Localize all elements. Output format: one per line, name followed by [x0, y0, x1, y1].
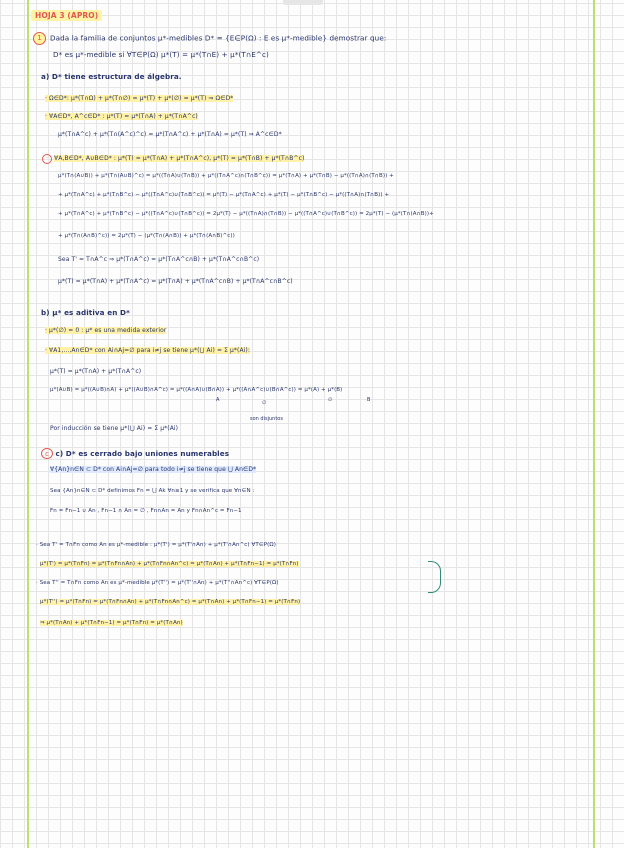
part-b-line-3: μ*(T) = μ*(T∩A) + μ*(T∩A^c): [50, 368, 142, 375]
underbrace-label-empty-2: ∅: [328, 397, 333, 403]
part-a-line-3: μ*(T∩A^c) + μ*(T∩(A^c)^c) = μ*(T∩A^c) + μ*(T∩A) = μ*(T) ⇒ A^c∈D*: [58, 131, 282, 138]
part-a-line-4: [42, 154, 304, 164]
part-c-heading-wrap: [41, 448, 229, 459]
exercise-statement-line-2: D* es μ*-medible si ∀T∈P(Ω) μ*(T) = μ*(T∩E) + μ*(T∩E^c): [53, 50, 269, 59]
underbrace-label-a: A: [216, 397, 220, 403]
part-a-line-4-text: ∀A,B∈D*, A∪B∈D* : μ*(T) = μ*(T∩A) + μ*(T∩A^c), μ*(T) = μ*(T∩B) + μ*(T∩B^c): [54, 155, 305, 162]
part-b-line-4: μ*(A∪B) = μ*((A∪B)∩A) + μ*((A∪B)∩A^c) = μ*((A∩A)∪(B∩A)) + μ*((A∩A^c)∪(B∩A^c)) = μ*(A) + μ*(B): [50, 387, 343, 393]
statement-text-1: Dada la familia de conjuntos μ*-medibles D* = {E∈P(Ω) : E es μ*-medible} demostrar que:: [50, 33, 387, 43]
part-b-heading: b) μ* es aditiva en D*: [41, 308, 130, 317]
page-top-tab: [283, 0, 323, 5]
part-a-line-8: + μ*(T∩(A∩B)^c)) = 2μ*(T) − (μ*(T∩(A∩B)) + μ*(T∩(A∩B)^c)): [58, 233, 235, 239]
circled-letter-c: c: [41, 448, 53, 459]
part-a-line-1: [45, 95, 233, 103]
right-margin-line: [593, 0, 595, 848]
underbrace-label-empty-1: ∅: [262, 400, 267, 406]
part-a-line-9: Sea T' = T∩A^c ⇒ μ*(T∩A^c) = μ*(T∩A^c∩B) + μ*(T∩A^c∩B^c): [58, 256, 260, 263]
part-c-line-5-text: μ*(T') = μ*(T∩Fn) = μ*(T∩Fn∩An) + μ*(T∩Fn∩An^c) = μ*(T∩An) + μ*(T∩Fn−1) = μ*(T∩Fn): [40, 561, 299, 567]
part-a-line-7: + μ*(T∩A^c) + μ*(T∩B^c) − μ*((T∩A^c)∪(T∩B^c)) = 2μ*(T) − μ*((T∩A)∩(T∩B)) − μ*((T∩A^c)∪(T∩B^c)) = 2μ*(T) − (μ*(T∩(A∩B))+: [58, 211, 434, 217]
part-a-line-2-text: · ∀A∈D*, A^c∈D* : μ*(T) = μ*(T∩A) + μ*(T∩A^c): [45, 113, 198, 120]
part-c-line-4: · Sea T' = T∩Fn como An es μ*-medible : μ*(T') = μ*(T'∩An) + μ*(T'∩An^c) ∀T∈P(Ω): [36, 542, 276, 548]
part-c-line-7-text: μ*(T'') = μ*(T∩Fn) = μ*(T∩Fn∩An) + μ*(T∩Fn∩An^c) = μ*(T∩An) + μ*(T∩Fn−1) = μ*(T∩Fn): [40, 599, 301, 605]
part-c-heading: c) D* es cerrado bajo uniones numerables: [55, 449, 230, 458]
part-c-line-6: · Sea T'' = T∩Fn como An es μ*-medible μ*(T'') = μ*(T''∩An) + μ*(T''∩An^c) ∀T∈P(Ω): [36, 580, 279, 586]
part-b-line-2-text: · ∀A1,...,An∈D* con Ai∩Aj=∅ para i≠j se tiene μ*(⋃ Ai) = Σ μ*(Ai):: [45, 347, 250, 354]
part-b-line-2: [45, 347, 250, 355]
part-c-line-2: Sea {An}n∈N ⊂ D* definimos Fn = ⋃ Ak ∀n≥1 y se verifica que ∀n∈N :: [50, 488, 255, 494]
part-c-line-8-text: ⇒ μ*(T∩An) + μ*(T∩Fn−1) = μ*(T∩Fn) = μ*(T∩An): [40, 620, 183, 626]
disjoint-note: son disjuntos: [250, 416, 283, 422]
part-b-line-1-text: · μ*(∅) = 0 : μ* es una medida exterior: [45, 327, 167, 334]
underbrace-label-b: B: [367, 397, 371, 403]
part-a-line-10: μ*(T) = μ*(T∩A) + μ*(T∩A^c) = μ*(T∩A) + μ*(T∩A^c∩B) + μ*(T∩A^c∩B^c): [58, 278, 293, 285]
left-margin-line: [27, 0, 29, 848]
exercise-statement-line-1: [33, 32, 386, 45]
part-c-line-7: [40, 599, 300, 606]
part-c-line-3: Fn = Fn−1 ∪ An , Fn−1 ∩ An = ∅ , Fn∩An = An y Fn∩An^c = Fn−1: [50, 508, 242, 514]
part-c-line-8: [40, 620, 183, 627]
part-a-heading: a) D* tiene estructura de álgebra.: [41, 72, 182, 81]
circled-dot-marker: ·: [42, 154, 52, 164]
part-b-line-5: Por inducción se tiene μ*(⋃ Ai) = Σ μ*(Ai): [50, 425, 179, 432]
page-title: HOJA 3 (APRO): [31, 10, 102, 21]
part-c-line-1: [50, 466, 256, 474]
page-title-wrap: [31, 11, 102, 20]
part-a-line-1-text: · Ω∈D*: μ*(T∩Ω) + μ*(T∩∅) = μ*(T) + μ*(∅) = μ*(T) ⇒ Ω∈D*: [45, 95, 234, 102]
part-c-line-5: [40, 561, 299, 568]
connecting-arrow: [428, 561, 441, 593]
exercise-number-badge: 1: [33, 32, 46, 45]
part-a-line-6: + μ*(T∩A^c) + μ*(T∩B^c) − μ*((T∩A^c)∪(T∩B^c)) = μ*(T) − μ*(T∩A^c) + μ*(T) − μ*(T∩B^c) − μ*((T∩A)∩(T∩B)) +: [58, 192, 390, 198]
part-c-line-1-text: ∀{An}n∈N ⊂ D* con Ai∩Aj=∅ para todo i≠j se tiene que ⋃ An∈D*: [50, 466, 257, 473]
part-a-line-2: [45, 113, 198, 121]
part-b-line-1: [45, 327, 166, 335]
part-a-line-5: μ*(T∩(A∪B)) + μ*(T∩(A∪B)^c) = μ*((T∩A)∪(T∩B)) + μ*((T∩A^c)∩(T∩B^c)) = μ*(T∩A) + μ*(T∩B) − μ*((T∩A)∩(T∩B)) +: [58, 173, 394, 179]
